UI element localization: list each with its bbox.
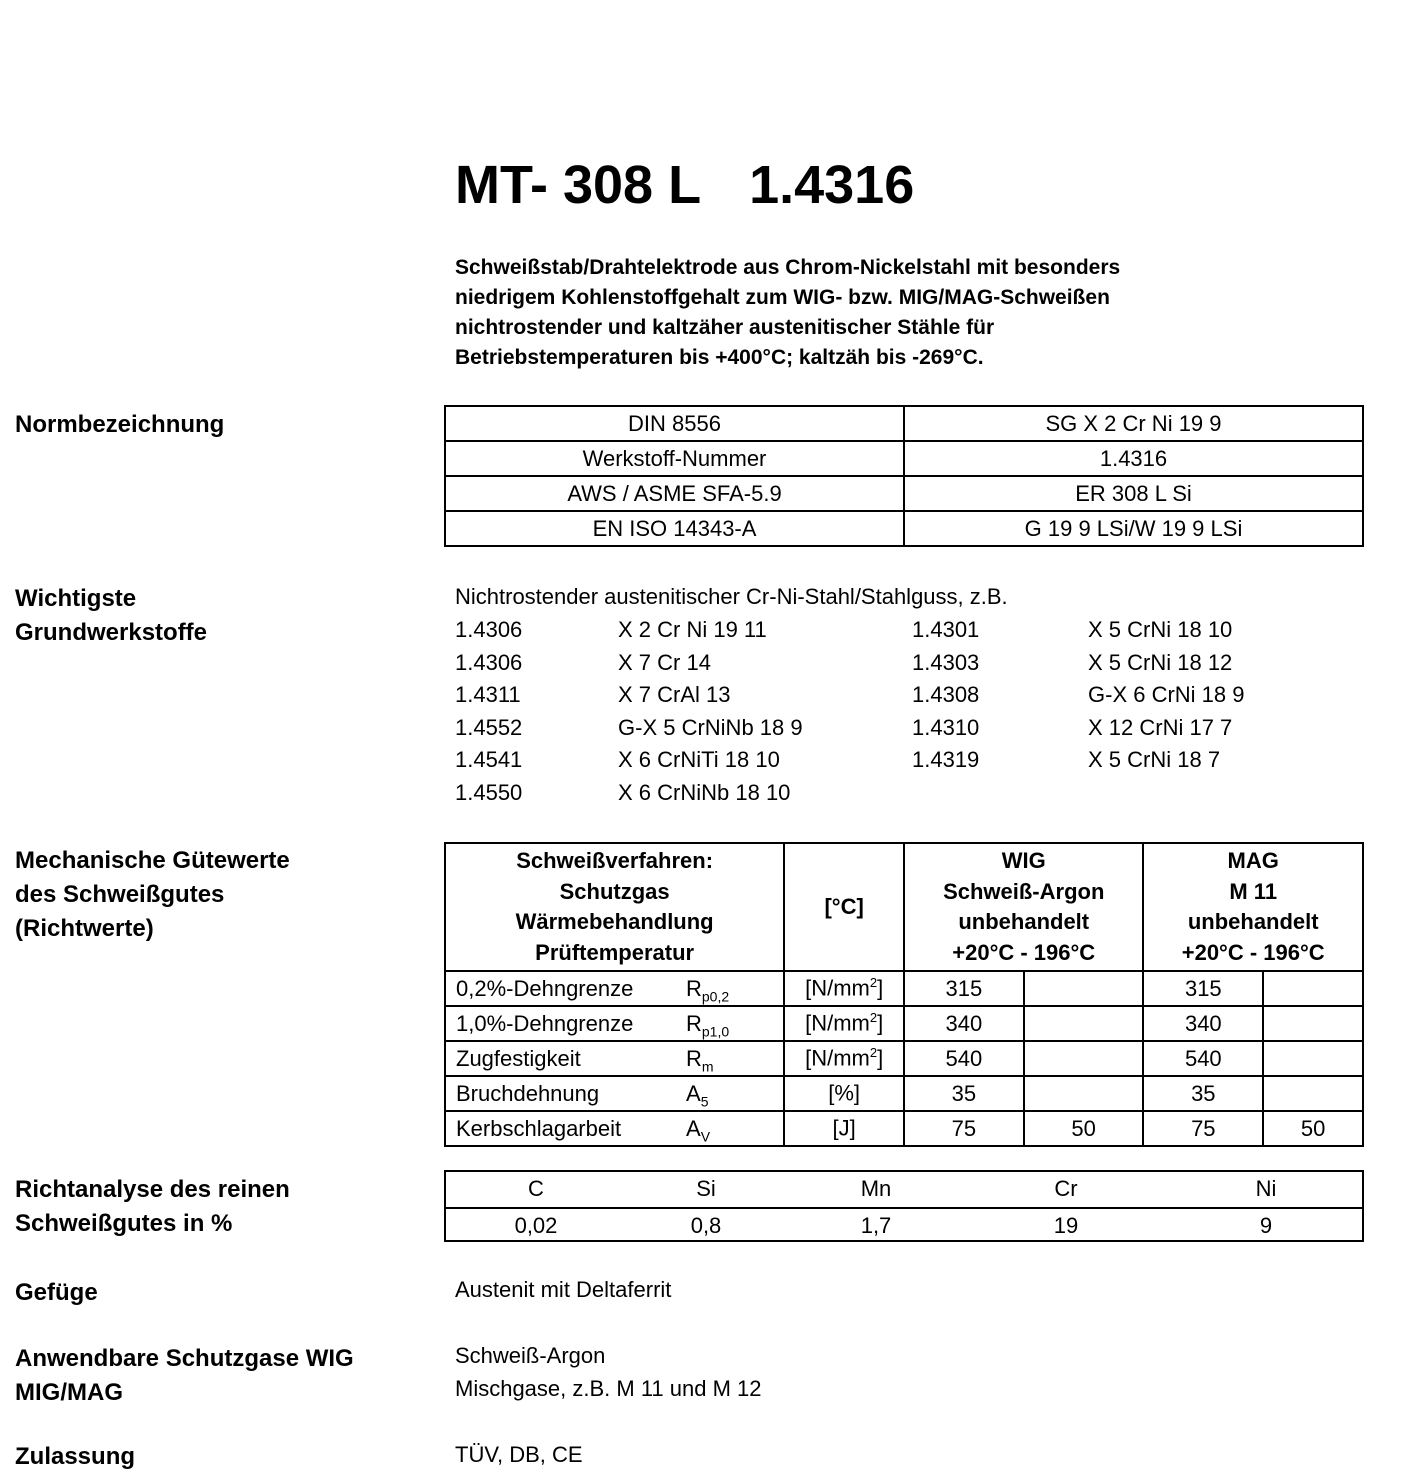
property-symbol — [686, 1046, 714, 1074]
property-symbol — [686, 1081, 708, 1109]
label-line: Mechanische Gütewerte — [15, 847, 290, 874]
base-material-cell: X 12 CrNi 17 7 — [1088, 714, 1233, 740]
property-name-cell — [445, 1006, 784, 1041]
table-row — [445, 1041, 1363, 1076]
base-material-cell: G-X 6 CrNi 18 9 — [1088, 682, 1245, 707]
section-label-gases — [15, 1342, 354, 1410]
base-material-cell: 1.4311 — [455, 682, 521, 707]
property-name-cell — [445, 971, 784, 1006]
description-line: Betriebstemperaturen bis +400°C; kaltzäh bis -269°C. — [455, 346, 984, 369]
base-material-cell: X 5 CrNi 18 12 — [1088, 649, 1233, 675]
header-unit: [°C] — [784, 843, 904, 971]
value-cell-mag20: 340 — [1143, 1006, 1263, 1041]
base-material-cell: 1.4301 — [912, 617, 980, 642]
property-name: Zugfestigkeit — [456, 1045, 581, 1071]
element-value: 0,8 — [690, 1213, 722, 1238]
base-material-cell: X 5 CrNi 18 7 — [1088, 747, 1221, 772]
value-cell-wig20: 340 — [904, 1006, 1024, 1041]
table-cell: DIN 8556 — [445, 406, 904, 441]
element-label: Mn — [860, 1176, 892, 1201]
label-line: Schweißgutes in % — [15, 1210, 233, 1237]
symbol: R — [686, 976, 702, 1001]
table-row — [445, 1076, 1363, 1111]
value-cell-wig20: 35 — [904, 1076, 1024, 1111]
label-line: des Schweißgutes — [15, 881, 225, 908]
unit-cell — [784, 971, 904, 1006]
base-material-cell: 1.4319 — [912, 747, 980, 772]
symbol-subscript: V — [700, 1128, 711, 1145]
table-row — [445, 1111, 1363, 1146]
property-name-cell — [445, 1111, 784, 1146]
table-row — [445, 511, 1363, 546]
element-label: Ni — [1255, 1176, 1277, 1201]
base-material-cell: 1.4310 — [912, 714, 980, 740]
symbol: A — [686, 1116, 701, 1141]
unit-cell — [784, 1111, 904, 1146]
symbol-subscript: p0,2 — [701, 988, 730, 1005]
value-cell-mag196 — [1263, 1006, 1363, 1041]
product-name: MT- 308 L — [455, 155, 702, 215]
element-value: 0,02 — [514, 1213, 558, 1238]
base-material-cell: 1.4541 — [455, 747, 523, 772]
table-row — [445, 476, 1363, 511]
table-cell: G 19 9 LSi/W 19 9 LSi — [904, 511, 1363, 546]
base-material-cell: X 5 CrNi 18 10 — [1088, 617, 1233, 642]
table-cell: AWS / ASME SFA-5.9 — [445, 476, 904, 511]
unit-cell — [784, 1041, 904, 1076]
table-row — [445, 441, 1363, 476]
zulassung-value: TÜV, DB, CE — [455, 1442, 583, 1467]
symbol-subscript: 5 — [700, 1093, 709, 1110]
value-cell-mag196: 50 — [1263, 1111, 1363, 1146]
value-cell-mag196 — [1263, 1041, 1363, 1076]
base-material-cell: X 6 CrNiTi 18 10 — [618, 747, 780, 772]
element-label: C — [528, 1176, 544, 1201]
table-row — [445, 1006, 1363, 1041]
table-cell: SG X 2 Cr Ni 19 9 — [904, 406, 1363, 441]
table-cell: Werkstoff-Nummer — [445, 441, 904, 476]
property-symbol — [686, 1116, 710, 1144]
analysis-values-row — [446, 1207, 1362, 1243]
label-line: Anwendbare Schutzgase WIG — [15, 1345, 354, 1372]
base-material-cell: 1.4552 — [455, 714, 523, 740]
unit: [N/mm — [805, 1045, 870, 1071]
gas-item: Schweiß-Argon — [455, 1343, 606, 1368]
table-cell: 1.4316 — [904, 441, 1363, 476]
value-cell-wig20: 315 — [904, 971, 1024, 1006]
header-wig: WIG Schweiß-Argon unbehandelt +20°C - 196°C — [904, 843, 1143, 971]
value-cell-wig196 — [1024, 971, 1144, 1006]
table-row — [445, 971, 1363, 1006]
base-material-cell: 1.4303 — [912, 649, 980, 675]
value-cell-mag196 — [1263, 971, 1363, 1006]
element-value: 19 — [1053, 1213, 1079, 1238]
value-cell-wig196 — [1024, 1076, 1144, 1111]
section-label-base — [15, 582, 207, 650]
label-line: Richtanalyse des reinen — [15, 1176, 290, 1203]
value-cell-wig20: 540 — [904, 1041, 1024, 1076]
gases-list — [455, 1339, 762, 1405]
unit-exponent: 2 — [869, 1045, 878, 1061]
unit-exponent: 2 — [869, 1010, 878, 1026]
unit: [J] — [832, 1115, 856, 1141]
header-process: Schweißverfahren: Schutzgas Wärmebehandlung Prüftemperatur — [445, 843, 784, 971]
value-cell-wig196 — [1024, 1041, 1144, 1076]
property-symbol — [686, 1011, 729, 1039]
table-cell: ER 308 L Si — [904, 476, 1363, 511]
label-line: Wichtigste — [15, 585, 137, 612]
property-name: Bruchdehnung — [456, 1080, 600, 1106]
unit-end: ] — [877, 1010, 884, 1036]
value-cell-mag20: 75 — [1143, 1111, 1263, 1146]
label-line: (Richtwerte) — [15, 915, 154, 942]
label-line: Grundwerkstoffe — [15, 619, 208, 646]
norm-table — [444, 405, 1364, 547]
base-material-cell: 1.4306 — [455, 649, 523, 675]
table-row — [445, 406, 1363, 441]
unit-cell — [784, 1076, 904, 1111]
base-material-cell: G-X 5 CrNiNb 18 9 — [618, 714, 803, 740]
description-line: Schweißstab/Drahtelektrode aus Chrom-Nickelstahl mit besonders — [455, 256, 1121, 279]
description — [455, 253, 1120, 373]
value-cell-wig196 — [1024, 1006, 1144, 1041]
analysis-elements-row — [446, 1172, 1362, 1206]
element-label: Si — [696, 1176, 716, 1201]
unit-cell — [784, 1006, 904, 1041]
page-title — [455, 150, 962, 220]
value-cell-mag20: 540 — [1143, 1041, 1263, 1076]
element-value: 9 — [1259, 1213, 1273, 1238]
base-material-cell: 1.4306 — [455, 617, 523, 642]
property-name: 1,0%-Dehngrenze — [456, 1010, 634, 1036]
base-material-cell: X 2 Cr Ni 19 11 — [618, 617, 767, 642]
property-name: 0,2%-Dehngrenze — [456, 975, 634, 1001]
section-label-gefuege: Gefüge — [15, 1279, 98, 1306]
base-material-cell: 1.4550 — [455, 779, 523, 805]
value-cell-mag196 — [1263, 1076, 1363, 1111]
description-line: nichtrostender und kaltzäher austenitischer Stähle für — [455, 316, 995, 339]
unit: [N/mm — [805, 975, 870, 1001]
label-line: MIG/MAG — [15, 1379, 123, 1406]
base-materials-intro: Nichtrostender austenitischer Cr-Ni-Stahl/Stahlguss, z.B. — [455, 584, 1008, 609]
property-symbol — [686, 976, 729, 1004]
unit-exponent: 2 — [869, 975, 878, 991]
value-cell-wig196: 50 — [1024, 1111, 1144, 1146]
element-label: Cr — [1054, 1176, 1078, 1201]
section-label-analysis — [15, 1173, 290, 1241]
section-label-mech — [15, 844, 290, 946]
base-material-cell: X 7 CrAl 13 — [618, 682, 731, 707]
property-name: Kerbschlagarbeit — [456, 1115, 622, 1141]
mechanical-properties-table — [444, 842, 1364, 1147]
section-label-zulassung: Zulassung — [15, 1443, 136, 1470]
unit-end: ] — [877, 1045, 884, 1071]
value-cell-mag20: 315 — [1143, 971, 1263, 1006]
gas-item: Mischgase, z.B. M 11 und M 12 — [455, 1376, 762, 1401]
unit-end: ] — [877, 975, 884, 1001]
symbol: A — [686, 1081, 701, 1106]
header-mag: MAG M 11 unbehandelt +20°C - 196°C — [1143, 843, 1363, 971]
unit: [N/mm — [805, 1010, 870, 1036]
description-line: niedrigem Kohlenstoffgehalt zum WIG- bzw. MIG/MAG-Schweißen — [455, 286, 1110, 309]
symbol: R — [686, 1046, 702, 1071]
symbol-subscript: m — [701, 1058, 714, 1075]
table-cell: EN ISO 14343-A — [445, 511, 904, 546]
unit: [%] — [828, 1080, 861, 1106]
value-cell-wig20: 75 — [904, 1111, 1024, 1146]
element-value: 1,7 — [860, 1213, 892, 1238]
symbol: R — [686, 1011, 702, 1036]
material-number: 1.4316 — [749, 155, 915, 215]
base-material-cell: 1.4308 — [912, 682, 980, 707]
gefuege-value: Austenit mit Deltaferrit — [455, 1277, 672, 1302]
property-name-cell — [445, 1041, 784, 1076]
base-material-cell: X 7 Cr 14 — [618, 649, 711, 675]
analysis-table — [444, 1170, 1364, 1242]
property-name-cell — [445, 1076, 784, 1111]
base-material-cell: X 6 CrNiNb 18 10 — [618, 779, 791, 805]
value-cell-mag20: 35 — [1143, 1076, 1263, 1111]
section-label-norm: Normbezeichnung — [15, 411, 225, 438]
symbol-subscript: p1,0 — [701, 1023, 730, 1040]
